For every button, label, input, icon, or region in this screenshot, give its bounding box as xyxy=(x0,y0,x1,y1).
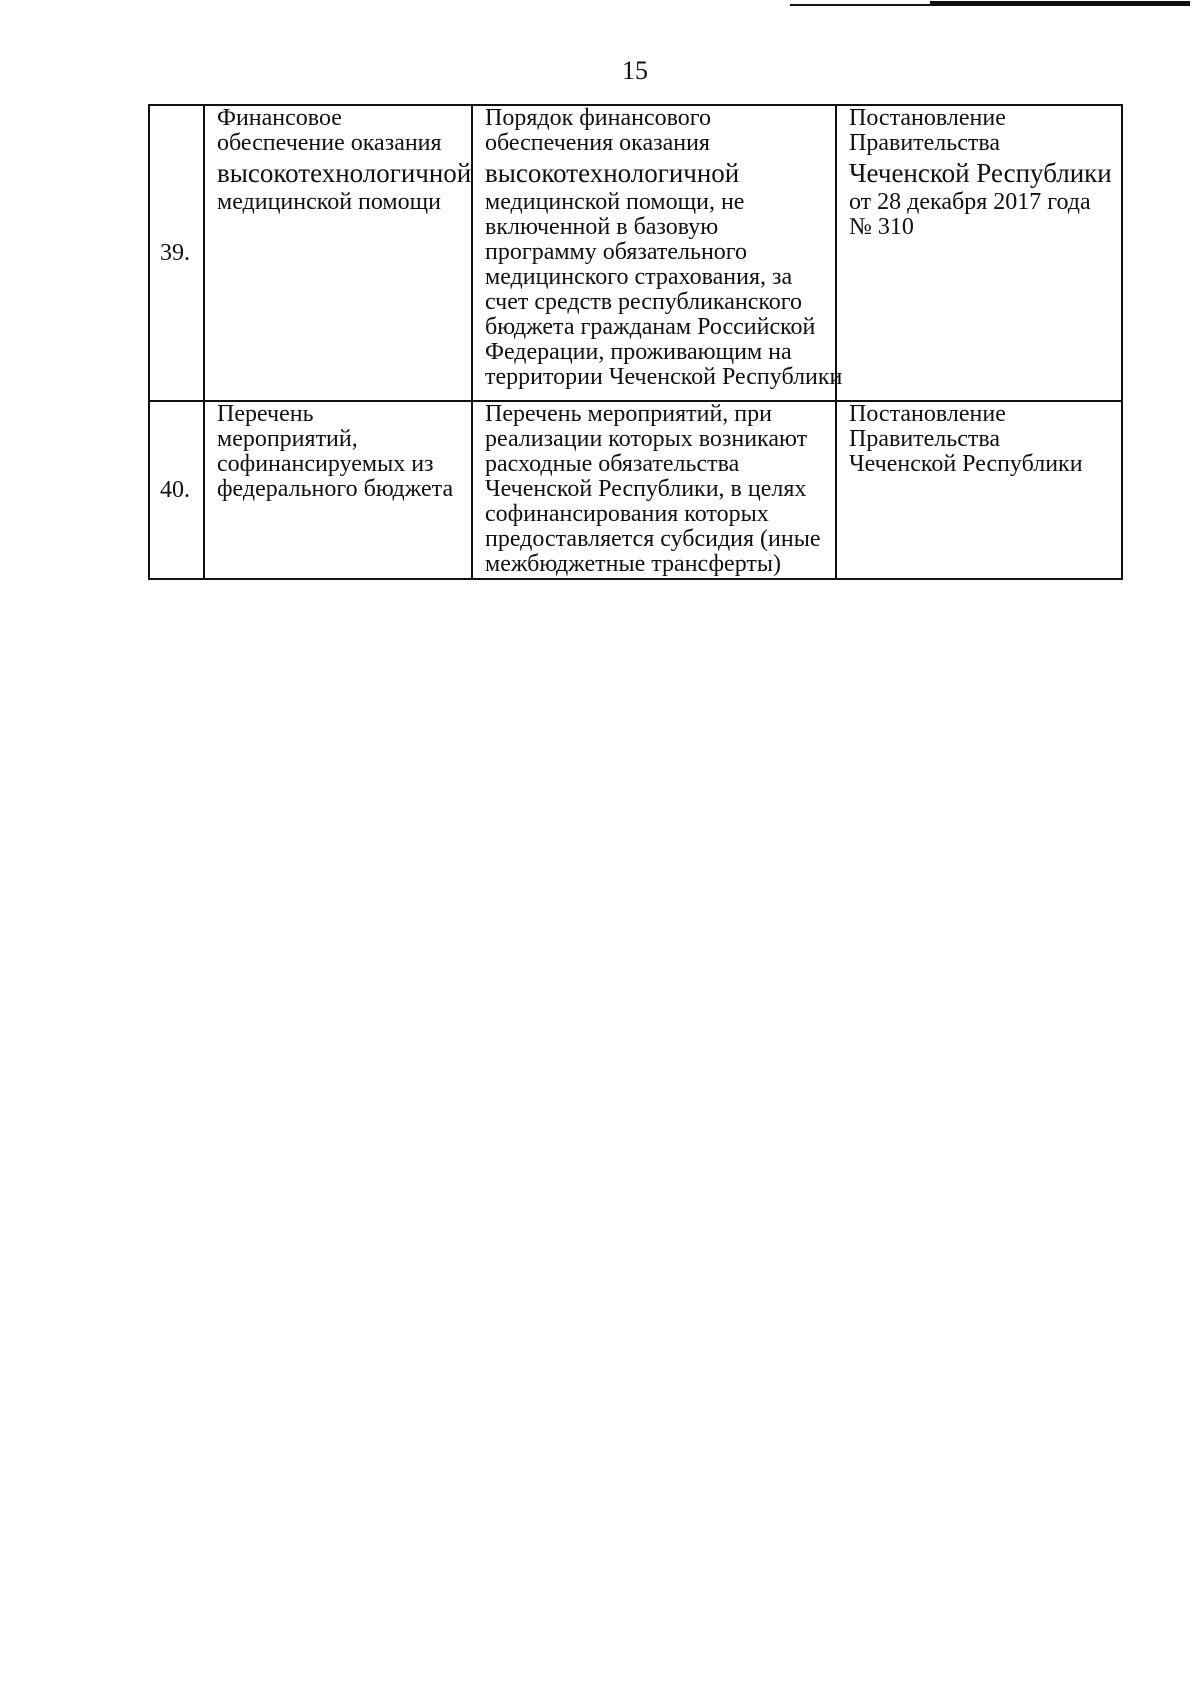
top-rule xyxy=(790,0,1190,8)
cell-line: Правительства xyxy=(849,130,1001,156)
cell-line: высокотехнологичной xyxy=(485,158,740,188)
cell-line: высокотехнологичной xyxy=(217,158,472,188)
row-number: 39. xyxy=(149,105,204,401)
description-cell xyxy=(472,401,836,579)
cell-line: включенной в базовую xyxy=(485,214,719,240)
cell-line: реализации которых возникают xyxy=(485,426,808,452)
cell-line: обеспечение оказания xyxy=(217,130,442,156)
top-rule-thin xyxy=(790,4,930,6)
page-number: 15 xyxy=(622,56,648,85)
cell-line: медицинской помощи, не xyxy=(485,189,745,215)
cell-line: Перечень мероприятий, при xyxy=(485,401,772,427)
cell-line: Постановление xyxy=(849,105,1006,131)
cell-line: Правительства xyxy=(849,426,1001,452)
cell-line: территории Чеченской Республики xyxy=(485,364,843,390)
measure-title-cell xyxy=(204,401,472,579)
cell-line: Порядок финансового xyxy=(485,105,712,131)
cell-line: Перечень xyxy=(217,401,314,427)
table-row xyxy=(149,105,1122,401)
cell-line: Чеченской Республики, в целях xyxy=(485,476,807,502)
cell-line: Финансовое xyxy=(217,105,342,131)
cell-line: медицинской помощи xyxy=(217,189,441,215)
legal-act-cell xyxy=(836,401,1122,579)
cell-line: Чеченской Республики xyxy=(849,451,1083,477)
cell-line: межбюджетные трансферты) xyxy=(485,551,781,577)
cell-line: софинансируемых из xyxy=(217,451,434,477)
cell-line: № 310 xyxy=(849,214,914,240)
cell-line: программу обязательного xyxy=(485,239,748,265)
cell-line: от 28 декабря 2017 года xyxy=(849,189,1091,215)
cell-line: счет средств республиканского xyxy=(485,289,803,315)
cell-line: софинансирования которых xyxy=(485,501,769,527)
cell-line: Чеченской Республики xyxy=(849,158,1112,188)
cell-line: Постановление xyxy=(849,401,1006,427)
cell-line: медицинского страхования, за xyxy=(485,264,793,290)
document-table xyxy=(148,104,1123,580)
description-cell xyxy=(472,105,843,401)
measure-title-cell xyxy=(204,105,472,401)
cell-line: обеспечения оказания xyxy=(485,130,710,156)
top-rule-thick xyxy=(930,1,1190,6)
cell-line: федерального бюджета xyxy=(217,476,454,502)
table-row xyxy=(149,401,1122,579)
cell-line: предоставляется субсидия (иные xyxy=(485,526,821,552)
cell-line: расходные обязательства xyxy=(485,451,740,477)
row-number: 40. xyxy=(149,401,204,579)
cell-line: мероприятий, xyxy=(217,426,358,452)
cell-line: бюджета гражданам Российской xyxy=(485,314,816,340)
legal-act-cell xyxy=(836,105,1122,401)
cell-line: Федерации, проживающим на xyxy=(485,339,792,365)
